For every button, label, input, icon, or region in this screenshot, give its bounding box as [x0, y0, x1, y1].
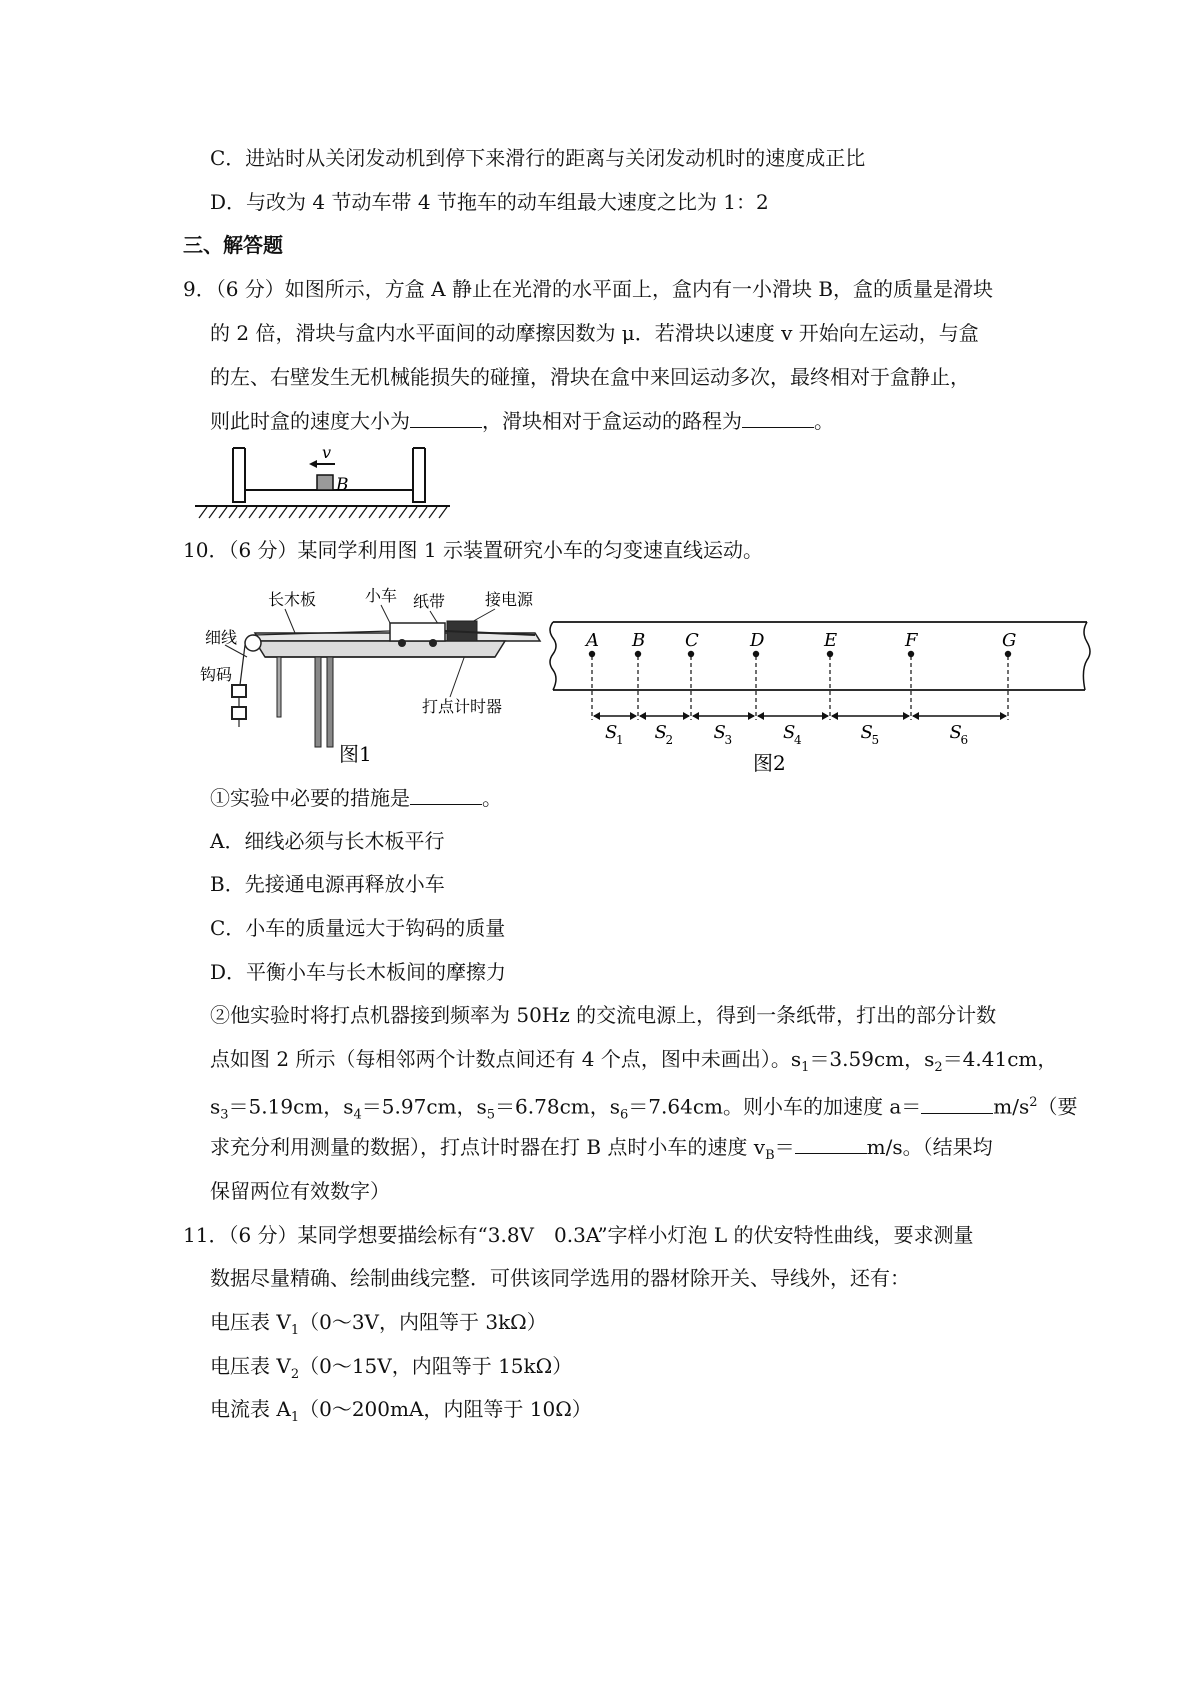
slider-block — [317, 475, 333, 490]
q9-box-figure — [195, 443, 455, 526]
text-seg: 点如图 2 所示（每相邻两个计数点间还有 4 个点，图中未画出）。s — [210, 1047, 802, 1071]
tape-point-label-F: F — [905, 630, 918, 651]
text-seg: 电流表 A — [210, 1397, 291, 1421]
fig1-label-zhidai: 纸带 — [413, 592, 446, 611]
segment-arrowhead — [757, 712, 764, 720]
segment-label-s5: S — [860, 722, 873, 743]
segment-arrowhead — [683, 712, 690, 720]
segment-arrowhead — [692, 712, 699, 720]
weight-1 — [232, 685, 246, 697]
label-b: B — [336, 475, 349, 495]
tape-point-label-D: D — [750, 630, 765, 651]
segment-arrowhead — [831, 712, 838, 720]
sub: 1 — [290, 1323, 300, 1338]
sub: 3 — [220, 1107, 229, 1123]
q10-part1-b: 。 — [482, 786, 502, 810]
q10-option-b: B．先接通电源再释放小车 — [210, 872, 445, 896]
q10-option-a: A．细线必须与长木板平行 — [210, 829, 445, 853]
sup: 2 — [1029, 1095, 1038, 1110]
q10-line1: 10．（6 分）某同学利用图 1 示装置研究小车的匀变速直线运动。 — [183, 538, 763, 562]
sub: 2 — [934, 1060, 943, 1075]
segment-arrowhead — [748, 712, 755, 720]
q9-line4 — [210, 409, 834, 433]
q11-item3 — [210, 1397, 592, 1430]
q10-option-d: D．平衡小车与长木板间的摩擦力 — [210, 960, 507, 984]
tape-torn-left — [550, 622, 556, 690]
section-title: 三、解答题 — [183, 233, 283, 257]
q11-item1 — [210, 1310, 547, 1343]
segment-label-s2: S — [654, 722, 667, 743]
text-seg: ＝5.97cm，s — [361, 1094, 487, 1119]
option-c-q8: C．进站时从关闭发动机到停下来滑行的距离与关闭发动机时的速度成正比 — [210, 146, 866, 170]
fig2-caption: 图2 — [753, 751, 786, 775]
segment-arrowhead — [593, 712, 600, 720]
q10-blank-velocity-b[interactable] — [795, 1135, 867, 1154]
text-seg: （0～15V，内阻等于 15kΩ） — [299, 1354, 573, 1378]
fig1-label-changmuban: 长木板 — [268, 590, 317, 609]
q11-line2: 数据尽量精确、绘制曲线完整．可供该同学选用的器材除开关、导线外，还有： — [210, 1266, 910, 1290]
segment-label-sub: 3 — [724, 733, 733, 747]
text-seg: ＝5.19cm，s — [228, 1094, 354, 1119]
sub: 6 — [620, 1107, 629, 1123]
q10-part2-line5: 保留两位有效数字） — [210, 1179, 390, 1203]
segment-arrowhead — [639, 712, 646, 720]
sub: 2 — [290, 1367, 300, 1382]
segment-label-s3: S — [713, 722, 726, 743]
q9-line4-c: 。 — [814, 409, 834, 433]
fig1-label-gouma: 钩码 — [200, 665, 233, 684]
fig1-label-xiaoche: 小车 — [365, 586, 398, 605]
q9-line4-b: ，滑块相对于盒运动的路程为 — [482, 409, 742, 433]
text-seg: ＝3.59cm，s — [809, 1047, 935, 1071]
segment-label-s6: S — [949, 722, 962, 743]
label-v: v — [322, 443, 332, 462]
segment-arrowhead — [903, 712, 910, 720]
q10-part2-line1: ②他实验时将打点机器接到频率为 50Hz 的交流电源上，得到一条纸带，打出的部分计数 — [210, 1003, 997, 1027]
weight-2 — [232, 707, 246, 719]
q10-part2-line2 — [210, 1047, 1057, 1080]
text-seg: ＝7.64cm。则小车的加速度 a＝ — [628, 1094, 922, 1119]
q10-figure1 — [195, 585, 545, 775]
segment-arrowhead — [630, 712, 637, 720]
q10-option-c: C．小车的质量远大于钩码的质量 — [210, 916, 506, 940]
text-seg: 电压表 V — [210, 1354, 291, 1378]
segment-label-sub: 2 — [665, 733, 674, 747]
segment-label-s1: S — [605, 722, 618, 743]
q9-blank-speed[interactable] — [410, 409, 482, 428]
q11-item2 — [210, 1354, 572, 1387]
fig1-label-xixian: 细线 — [205, 628, 238, 647]
q9-line4-a: 则此时盒的速度大小为 — [210, 409, 410, 433]
sub: B — [765, 1148, 775, 1163]
q10-part1-a: ①实验中必要的措施是 — [210, 786, 410, 810]
text-seg: m/s。（结果均 — [866, 1135, 993, 1159]
segment-label-sub: 6 — [960, 733, 969, 747]
tape-point-label-A: A — [586, 630, 599, 651]
text-seg: 求充分利用测量的数据），打点计时器在打 B 点时小车的速度 v — [210, 1135, 766, 1159]
velocity-arrow — [309, 460, 317, 468]
q9-line1: 9．（6 分）如图所示，方盒 A 静止在光滑的水平面上，盒内有一小滑块 B，盒的质量是滑块 — [183, 277, 994, 301]
text-seg: （0～200mA，内阻等于 10Ω） — [299, 1397, 592, 1421]
q11-line1: 11．（6 分）某同学想要描绘标有“3.8V 0.3A”字样小灯泡 L 的伏安特性曲线，要求测量 — [183, 1223, 974, 1247]
sub: 1 — [290, 1410, 300, 1425]
text-seg: s — [210, 1094, 221, 1119]
text-seg: ＝4.41cm， — [942, 1047, 1058, 1071]
q9-blank-distance[interactable] — [742, 409, 814, 428]
tape-point-label-B: B — [632, 630, 646, 651]
q10-blank-acceleration[interactable] — [921, 1095, 993, 1114]
option-d-q8: D．与改为 4 节动车带 4 节拖车的动车组最大速度之比为 1：2 — [210, 190, 769, 214]
segment-label-sub: 4 — [794, 733, 802, 747]
q10-part2-line4 — [210, 1135, 993, 1168]
text-seg: m/s — [993, 1094, 1030, 1119]
segment-label-sub: 5 — [871, 733, 880, 747]
tape-torn-right — [1083, 622, 1090, 690]
segment-arrowhead — [912, 712, 919, 720]
q10-figure2 — [545, 612, 1090, 782]
segment-label-sub: 1 — [616, 733, 624, 747]
fig1-label-dadianjishiqi: 打点计时器 — [422, 697, 503, 716]
cart — [390, 623, 445, 641]
fig1-label-jiedianyuan: 接电源 — [485, 590, 534, 609]
tape-point-label-G: G — [1002, 630, 1017, 651]
ground-hatch — [199, 507, 447, 518]
pulley — [245, 635, 261, 651]
q10-blank-measures[interactable] — [410, 786, 482, 805]
q9-line3: 的左、右壁发生无机械能损失的碰撞，滑块在盒中来回运动多次，最终相对于盒静止， — [210, 365, 970, 389]
segment-arrowhead — [822, 712, 829, 720]
fig1-caption: 图1 — [339, 742, 372, 766]
text-seg: 电压表 V — [210, 1310, 291, 1334]
text-seg: ＝6.78cm，s — [495, 1094, 621, 1119]
sub: 5 — [486, 1107, 496, 1123]
q9-line2: 的 2 倍，滑块与盒内水平面间的动摩擦因数为 μ．若滑块以速度 v 开始向左运动，与盒 — [210, 321, 979, 345]
sub: 1 — [801, 1060, 810, 1075]
q10-part2-line3 — [210, 1091, 1078, 1128]
text-seg: （要 — [1037, 1094, 1078, 1119]
q10-part1 — [210, 786, 502, 810]
text-seg: ＝ — [774, 1135, 795, 1159]
sub: 4 — [353, 1107, 362, 1123]
tape-point-label-C: C — [685, 630, 699, 651]
segment-label-s4: S — [783, 722, 796, 743]
segment-arrowhead — [1000, 712, 1007, 720]
tape-point-label-E: E — [824, 630, 838, 651]
text-seg: （0～3V，内阻等于 3kΩ） — [299, 1310, 547, 1334]
